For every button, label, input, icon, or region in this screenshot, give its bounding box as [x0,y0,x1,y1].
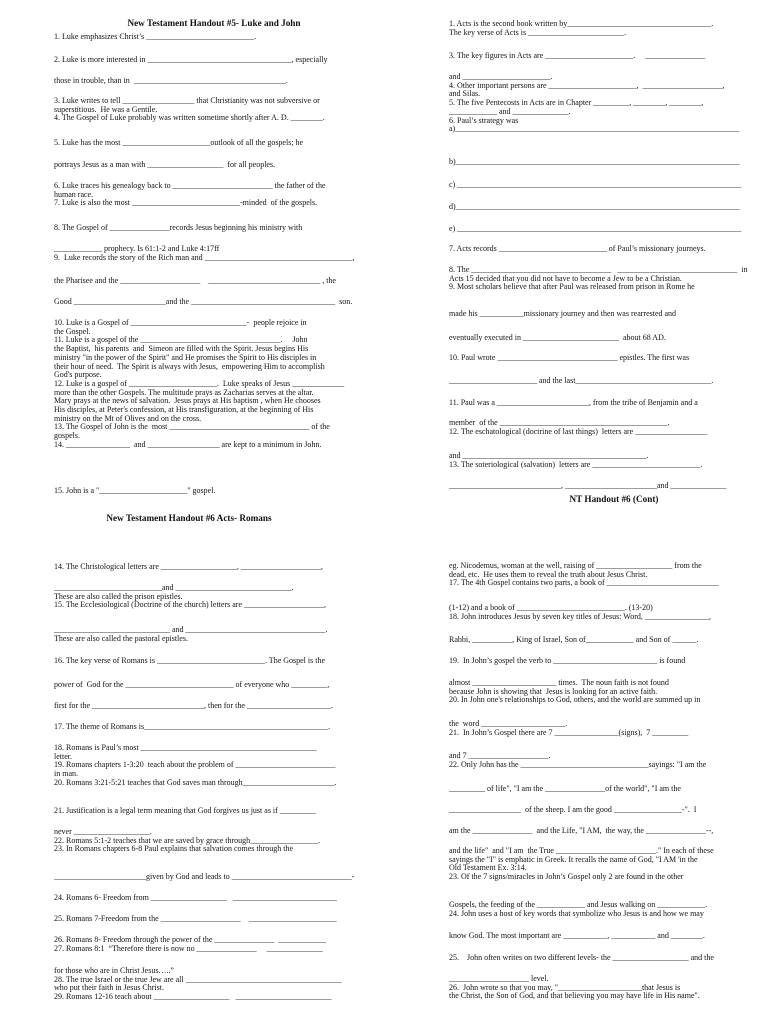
question-line: and ______________________. 4. Other important persons are ______________________, ____________________, and Silas. 5. The five Pentecosts in Acts are in Chapter _________, ________, ________, ____________ and ______________. 6. Paul’s strategy was a)_______________________________________________________________________ [449,72,740,134]
question-line: 24. Romans 6- Freedom from ___________________ __________________________ [54,893,337,902]
question-line: d)_______________________________________________________________________ [449,202,740,211]
question-line: 10. Luke is a Gospel of _____________________________- people rejoice in the Gospel. 11. Luke is a gospel of the ___________________________________. John the Baptist, his parents and Simeon are filled with the Spirit. Jesus begins His ministry "in the power of the Spirit" and He promises the Spirit to His disciples in their hour of need. The Spirit is always with Jesus, empowering Him to accomplish God's purpose. 12. Luke is a gospel of ______________________. Luke speaks of Jesus _____________ more than the other Gospels. The multitude prays as Zacharias serves at the altar. Mary prays at the news of salvation. Jesus prays at His baptism , when He chooses His disciples, at Peter's confession, at His transfiguration, at the beginning of His ministry on the Mt of Olives and on the cross. 13. The Gospel of John is the most ___________________________________ of the gospels. 14. ________________ and __________________ are kept to a minimum in John. [54,318,345,449]
question-line: member of the __________________________________________. 12. The eschatological (doctrine of last things) letters are __________________ [449,418,708,436]
question-line: 26. Romans 8- Freedom through the power of the _______________ ____________ 27. Romans 8:1 “Therefore there is now no _______________ ______________ [54,935,327,953]
question-line: 3. The key figures in Acts are ______________________. _______________ [449,51,706,60]
question-line: ______________________ and the last__________________________________. [449,376,714,385]
question-line: Good _______________________and the ____________________________________ son. [54,297,353,306]
question-line: never ___________________. 22. Romans 5:1-2 teaches that we are saved by grace through_________________. 23. In Romans chapters 6-8 Paul explains that salvation comes through the [54,827,321,854]
question-line: Gospels, the feeding of the ____________ and Jesus walking on ____________. 24. John uses a host of key words that symbolize who Jesus is and how we may [449,900,708,918]
question-line: 8. The Gospel of _______________records Jesus beginning his ministry with [54,223,303,232]
question-line: Rabbi, __________, King of Israel, Son of____________ and Son of ______. [449,635,699,644]
question-line: 3. Luke writes to tell __________________ that Christianity was not subversive or superstitious. He was a Gentile. 4. The Gospel of Luke probably was written sometime shortly after A. D. ________. [54,96,325,123]
question-line: 8. The ___________________________________ ______________________________ in Acts 15 decided that you did not have to become a Jew to be a Christian. 9. Most scholars believe that after Paul was released from prison in Rome he [449,265,748,292]
question-line: 11. Paul was a _______________________, from the tribe of Benjamin and a [449,398,698,407]
question-line: b)_______________________________________________________________________ [449,157,740,166]
question-line: ____________________ level. 26. John wrote so that you may, "_____________________that Jesus is the Christ, the Son of God, and that believing you may have life in His name". [449,974,700,1001]
question-line: 6. Luke traces his genealogy back to _________________________ the father of the human race. 7. Luke is also the most ___________________________-minded of the gospels. [54,181,326,208]
right-column [449,0,768,1024]
question-line: 15. John is a "______________________" gospel. [54,486,216,495]
question-line: and 7 ____________________. 22. Only John has the ________________________________sayings: "I am the [449,751,707,769]
question-line: 1. Acts is the second book written by____________________________________. The key verse of Acts is ________________________. [449,19,714,37]
handout-6-cont-title: NT Handout #6 (Cont) [569,494,659,504]
question-line: 2. Luke is more interested in ____________________________________, especially [54,55,328,64]
question-line: (1-12) and a book of ___________________________. (13-20) 18. John introduces Jesus by seven key titles of Jesus: Word, ________________, [449,603,711,621]
question-line: _______________________given by God and leads to ______________________________- [54,872,355,881]
question-line: ____________ prophecy. Is 61:1-2 and Luke 4:17ff 9. Luke records the story of the Rich man and _____________________________________, [54,244,355,262]
question-line: almost _____________________ times. The noun faith is not found because John is showing that Jesus is looking for an active faith. 20. In John one's relationships to God, others, and the world are summed up in [449,678,701,705]
question-line: ___________________________and _____________________________. These are also called the prison epistles. 15. The Ecclesiological (Doctrine of the church) letters are ____________________, [54,583,326,610]
question-line: ____________________________, _______________________and ______________ [449,481,727,490]
question-line: the Pharisee and the ____________________ ____________________________ , the [54,276,336,285]
question-line: e) _______________________________________________________________________ [449,224,742,233]
question-line: 17. The theme of Romans is______________________________________________. [54,722,331,731]
left-column [54,0,374,1024]
question-line: 1. Luke emphasizes Christ’s ___________________________. [54,32,257,41]
question-line: portrays Jesus as a man with ___________________ for all peoples. [54,160,276,169]
handout-6-title: New Testament Handout #6 Acts- Romans [106,513,272,523]
question-line: c) _______________________________________________________________________ [449,180,742,189]
question-line: eg. Nicodemus, woman at the well, raising of ___________________ from the dead, etc. He uses them to reveal the truth about Jesus Christ. 17. The 4th Gospel contains two parts, a book of ____________________________ [449,561,719,588]
question-line: made his ___________missionary journey and then was rearrested and [449,309,677,318]
question-line: the word _____________________. 21. In John’s Gospel there are 7 ________________(signs), 7 _________ [449,719,689,737]
question-line: those in trouble, than in ______________________________________. [54,76,288,85]
question-line: and the life" and "I am the True _________________________." In each of these sayings the "I" is emphatic in Greek. It recalls the name of God, "I AM 'in the Old Testament Ex. 3:14. 23. Of the 7 signs/miracles in John’s Gospel only 2 are found in the other [449,846,714,882]
question-line: 21. Justification is a legal term meaning that God forgives us just as if _________ [54,806,316,815]
question-line: _____________________________ and ___________________________________. These are also called the pastoral epistles. [54,625,328,643]
question-line: 7. Acts records ___________________________ of Paul’s missionary journeys. [449,244,706,253]
question-line: 18. Romans is Paul’s most ____________________________________________ letter. 19. Romans chapters 1-3:20 teach about the problem of _________________________ in man. 20. Romans 3:21-5:21 teaches that God saves man through_______________________. [54,743,337,787]
question-line: power of God for the ___________________________ of everyone who _________, [54,680,330,689]
question-line: _________ of life", "I am the _______________of the world", "I am the [449,784,681,793]
question-line: __________________ of the sheep. I am the good _________________-". I [449,805,697,814]
question-line: 5. Luke has the most ______________________outlook of all the gospels; he [54,138,304,147]
question-line: 16. The key verse of Romans is ___________________________. The Gospel is the [54,656,326,665]
question-line: and ______________________________________________. 13. The soteriological (salvation) letters are ___________________________. [449,451,703,469]
question-line: 10. Paul wrote ______________________________ epistles. The first was [449,353,690,362]
question-line: am the _______________ and the Life, "I AM, the way, the _______________--, [449,826,714,835]
question-line: know God. The most important are ___________, ___________ and ________. [449,931,705,940]
question-line: first for the ____________________________, then for the _____________________. [54,701,333,710]
question-line: 14. The Christological letters are ___________________, ____________________, [54,562,323,571]
question-line: 25. John often writes on two different levels- the ___________________ and the [449,953,714,962]
question-line: eventually executed in ________________________ about 68 AD. [449,333,666,342]
question-line: for those who are in Christ Jesus…..” 28. The true Israel or the true Jew are all _______________________________________ who put their faith in Jesus Christ. 29. Romans 12-16 teach about ___________________ ________________________ [54,966,342,1002]
question-line: 25. Romans 7-Freedom from the ____________________ ______________________ [54,914,337,923]
handout-5-title: New Testament Handout #5- Luke and John [127,18,301,28]
question-line: 19. In John’s gospel the verb to __________________________ is found [449,656,686,665]
